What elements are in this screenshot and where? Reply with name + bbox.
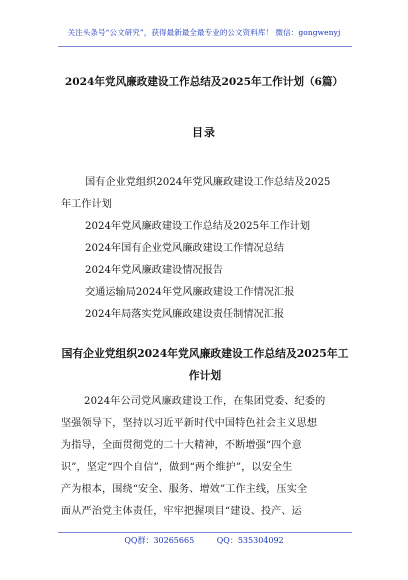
footer-note bbox=[0, 535, 408, 546]
body-paragraph-line: 产为根本，围绕“安全、服务、增效”工作主线，压实全 bbox=[61, 484, 308, 495]
section-title-continuation: 作计划 bbox=[188, 369, 222, 382]
toc-item[interactable]: 2024年国有企业党风廉政建设工作情况总结 bbox=[85, 243, 285, 254]
toc-item-continuation[interactable]: 年工作计划 bbox=[61, 199, 112, 210]
footer-qq-group: QQ群：30265665 bbox=[124, 536, 195, 545]
toc-item[interactable]: 2024年党风廉政建设工作总结及2025年工作计划 bbox=[85, 221, 311, 232]
header-note: 关注头条号“公文研究”，获得最新最全最专业的公文资料库！ 微信：gongwenyj bbox=[67, 28, 341, 37]
body-paragraph-line: 为指导，全面贯彻党的二十大精神，不断增强“四个意 bbox=[61, 440, 302, 451]
toc-item[interactable]: 2024年局落实党风廉政建设责任制情况汇报 bbox=[85, 309, 285, 320]
toc-heading: 目录 bbox=[192, 126, 216, 139]
section-title: 国有企业党组织2024年党风廉政建设工作总结及2025年工 bbox=[61, 347, 349, 360]
body-paragraph-line: 2024年公司党风廉政建设工作，在集团党委、纪委的 bbox=[84, 396, 326, 407]
header-divider bbox=[58, 46, 352, 47]
footer-qq: QQ：535304092 bbox=[216, 536, 284, 545]
toc-item[interactable]: 国有企业党组织2024年党风廉政建设工作总结及2025 bbox=[85, 177, 331, 188]
footer-divider bbox=[58, 532, 352, 533]
body-paragraph-line: 识”，坚定“四个自信”，做到“两个维护”，以安全生 bbox=[61, 462, 293, 473]
toc-item[interactable]: 2024年党风廉政建设情况报告 bbox=[85, 265, 223, 276]
document-title: 2024年党风廉政建设工作总结及2025年工作计划（6篇） bbox=[64, 76, 344, 88]
body-paragraph-line: 面从严治党主体责任，牢牢把握项目“建设、投产、运 bbox=[61, 506, 302, 517]
toc-item[interactable]: 交通运输局2024年党风廉政建设工作情况汇报 bbox=[85, 287, 295, 298]
body-paragraph-line: 坚强领导下，坚持以习近平新时代中国特色社会主义思想 bbox=[61, 418, 318, 429]
